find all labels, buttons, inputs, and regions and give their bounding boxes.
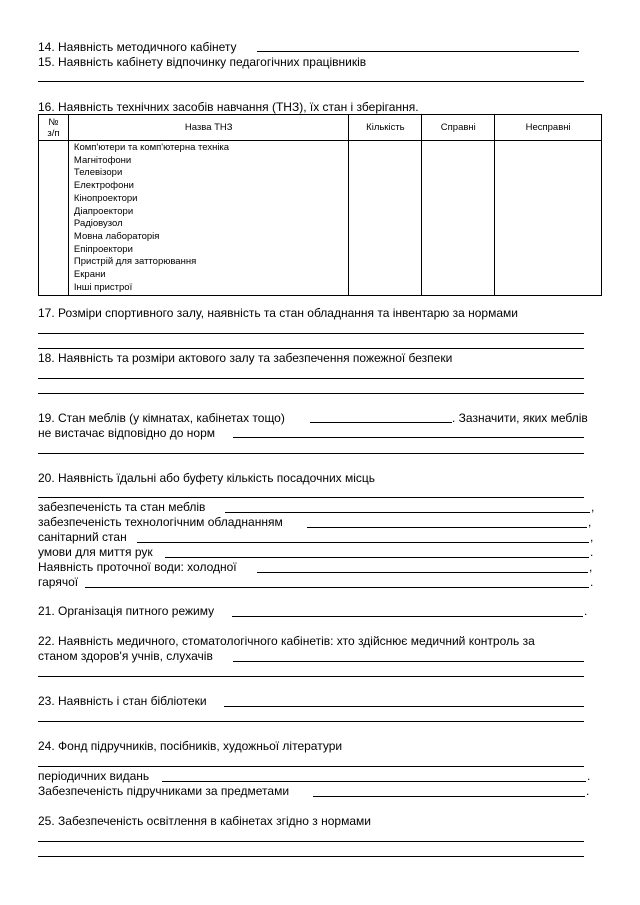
list-item: Мовна лабораторія (73, 230, 160, 242)
item-15-label: 15. Наявність кабінету відпочинку педагогічних працівників (38, 55, 367, 69)
item-23-blank-2[interactable] (38, 721, 584, 722)
cell-working[interactable] (422, 141, 495, 296)
item-21-blank[interactable] (232, 616, 583, 617)
header-quantity: Кількість (349, 115, 422, 141)
item-14-label: 14. Наявність методичного кабінету (38, 40, 237, 54)
punct-period: . (586, 784, 590, 798)
item-20-equipment-label: забезпеченість технологічним обладнанням (38, 515, 283, 529)
list-item: Екрани (73, 269, 106, 281)
item-24-blank-fund[interactable] (38, 766, 584, 767)
item-22-blank-1[interactable] (233, 661, 584, 662)
item-19-blank-missing[interactable] (233, 437, 584, 438)
item-17-blank-1[interactable] (38, 333, 584, 334)
item-25-blank-1[interactable] (38, 841, 584, 842)
item-20-washing-label: умови для миття рук (38, 545, 153, 559)
item-25-label: 25. Забезпеченість освітлення в кабінетах згідно з нормами (38, 814, 371, 828)
item-14-blank[interactable] (257, 51, 579, 52)
list-item: Епіпроектори (73, 243, 133, 255)
item-20-cold-water-label: Наявність проточної води: холодної (38, 560, 237, 574)
item-20-hot-water-blank[interactable] (85, 587, 589, 588)
item-20-hot-water-label: гарячої (38, 575, 79, 589)
item-22-label-2: станом здоров'я учнів, слухачів (38, 649, 213, 663)
list-item: Телевізори (73, 167, 123, 179)
tnz-table-body-row (39, 141, 602, 296)
punct-comma: , (588, 515, 592, 529)
punct-comma: , (589, 560, 593, 574)
header-broken: Несправні (495, 115, 602, 141)
header-number-abbr: з/п (47, 127, 60, 139)
cell-number[interactable] (39, 141, 69, 296)
header-working: Справні (422, 115, 495, 141)
item-19-blank-extra[interactable] (38, 453, 584, 454)
item-19-note: . Зазначити, яких меблів (452, 411, 588, 425)
list-item: Кінопроектори (73, 192, 138, 204)
item-23-blank-1[interactable] (224, 706, 584, 707)
item-20-sanitary-blank[interactable] (137, 542, 589, 543)
item-21-label: 21. Організація питного режиму (38, 604, 215, 618)
item-24-textbooks-blank[interactable] (313, 796, 585, 797)
item-20-blank-seats[interactable] (38, 497, 584, 498)
item-18-label: 18. Наявність та розміри актового залу та забезпечення пожежної безпеки (38, 351, 453, 365)
item-24-periodicals-label: періодичних видань (38, 769, 150, 783)
item-22-label: 22. Наявність медичного, стоматологічного кабінетів: хто здійснює медичний контроль за (38, 634, 535, 648)
item-19-label-2: не вистачає відповідно до норм (38, 426, 215, 440)
header-number (39, 115, 69, 141)
tnz-table (38, 114, 602, 296)
item-19-label: 19. Стан меблів (у кімнатах, кабінетах тощо) (38, 411, 285, 425)
item-18-blank-2[interactable] (38, 393, 584, 394)
cell-names (68, 141, 349, 296)
cell-broken[interactable] (495, 141, 602, 296)
item-20-sanitary-label: санітарний стан (38, 530, 127, 544)
list-item: Пристрій для затторювання (73, 256, 197, 268)
item-20-cold-water-blank[interactable] (257, 572, 588, 573)
item-19-blank-furniture[interactable] (310, 422, 452, 423)
item-20-furniture-label: забезпеченість та стан меблів (38, 500, 206, 514)
punct-comma: , (591, 500, 595, 514)
header-name: Назва ТНЗ (68, 115, 349, 141)
item-20-furniture-blank[interactable] (225, 512, 590, 513)
item-20-washing-blank[interactable] (165, 557, 589, 558)
item-23-label: 23. Наявність і стан бібліотеки (38, 694, 207, 708)
item-17-label: 17. Розміри спортивного залу, наявність та стан обладнання та інвентарю за нормами (38, 306, 518, 320)
item-15-blank[interactable] (38, 81, 584, 82)
item-16-label: 16. Наявність технічних засобів навчання (ТНЗ), їх стан і зберігання. (38, 100, 419, 114)
punct-period: . (587, 769, 591, 783)
item-24-label: 24. Фонд підручників, посібників, художньої літератури (38, 739, 343, 753)
cell-quantity[interactable] (349, 141, 422, 296)
item-17-blank-2[interactable] (38, 348, 584, 349)
punct-comma: , (590, 530, 594, 544)
item-22-blank-2[interactable] (38, 676, 584, 677)
list-item: Магнітофони (73, 154, 132, 166)
item-24-periodicals-blank[interactable] (162, 781, 586, 782)
punct-period: . (584, 604, 588, 618)
list-item: Діапроектори (73, 205, 134, 217)
list-item: Комп'ютери та комп'ютерна техніка (73, 142, 230, 153)
item-25-blank-2[interactable] (38, 856, 584, 857)
item-24-textbooks-label: Забезпеченість підручниками за предметами (38, 784, 290, 798)
punct-period: . (590, 545, 594, 559)
punct-period: . (590, 575, 594, 589)
list-item: Електрофони (73, 180, 134, 192)
item-18-blank-1[interactable] (38, 378, 584, 379)
header-number-sign: № (48, 116, 59, 128)
list-item: Інші пристрої (73, 281, 133, 293)
item-20-equipment-blank[interactable] (307, 527, 587, 528)
tnz-table-header (39, 115, 602, 141)
item-20-label: 20. Наявність їдальні або буфету кількість посадочних місць (38, 471, 376, 485)
list-item: Радіовузол (73, 218, 123, 230)
